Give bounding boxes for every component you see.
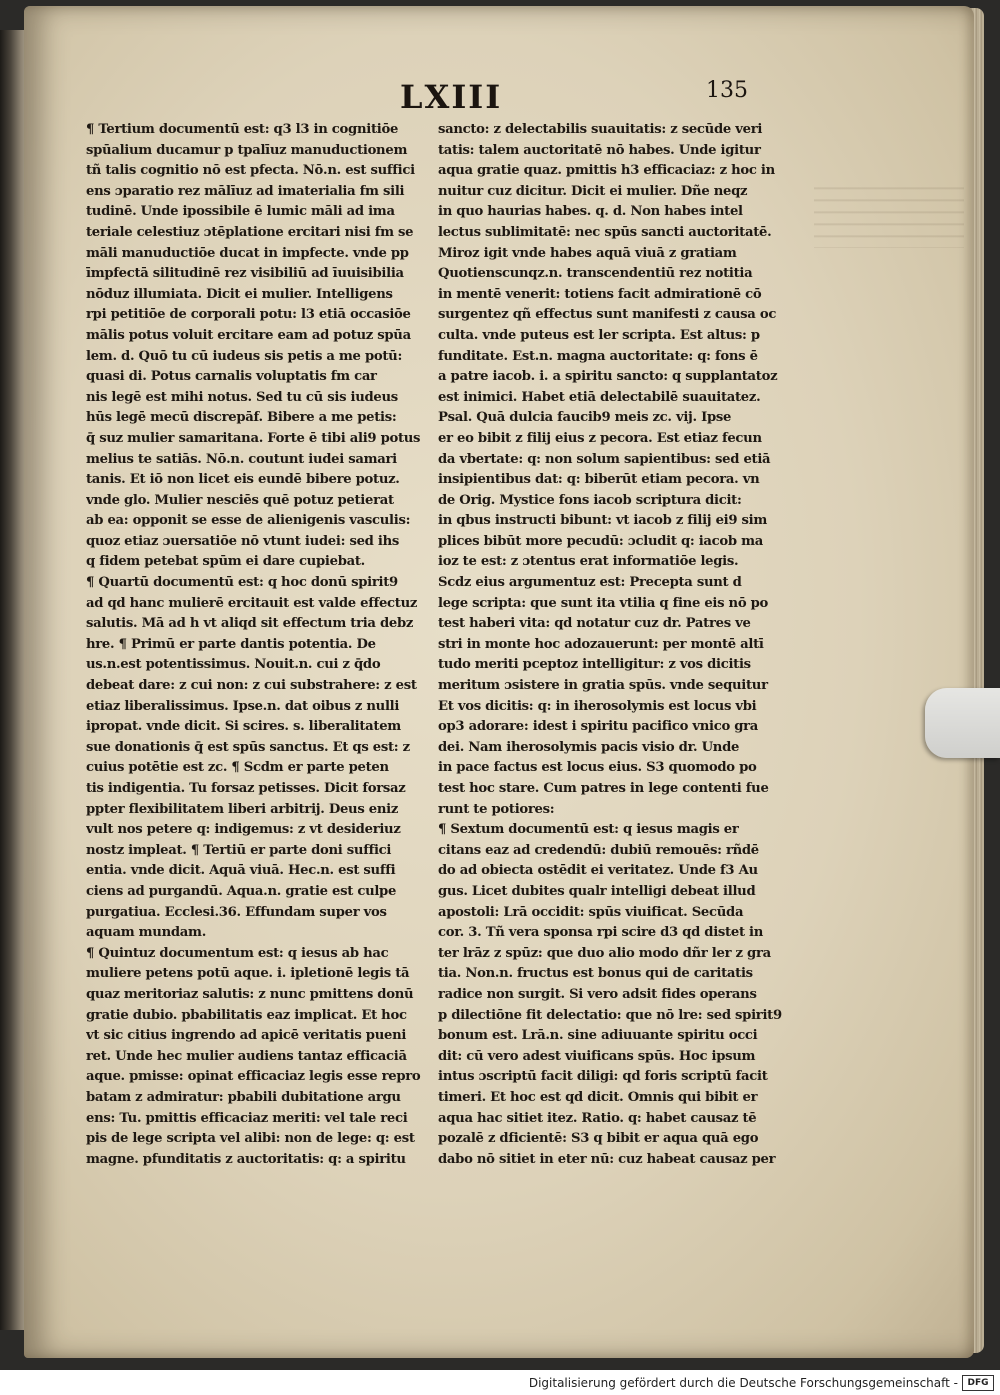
text-line: vult nos petere q: indigemus: z vt desideriuz <box>86 822 401 838</box>
text-line: tudinē. Unde ipossibile ē lumic māli ad ima <box>86 204 395 220</box>
text-line: tatis: talem auctoritatē nō habes. Unde igitur <box>438 142 761 158</box>
page-tab-marker <box>925 688 1000 758</box>
text-line: lectus sublimitatē: nec spūs sancti auctoritatē. <box>438 224 772 240</box>
text-line: radice non surgit. Si vero adsit fides operans <box>438 986 757 1002</box>
text-line: sue donationis q̄ est spūs sanctus. Et qs est: z <box>86 739 410 755</box>
text-line: de Orig. Mystice fons iacob scriptura dicit: <box>438 492 742 508</box>
text-line: lem. d. Quō tu cū iudeus sis petis a me potū: <box>86 348 403 364</box>
left-text-column <box>86 120 458 1170</box>
text-line: insipientibus dat: q: biberūt etiam pecora. vn <box>438 472 760 488</box>
text-line: test haberi vita: qd notatur cuz dr. Patres ve <box>438 616 751 632</box>
text-line: ppter flexibilitatem liberi arbitrij. Deus eniz <box>86 801 399 817</box>
text-line: tis indigentia. Tu forsaz petisses. Dicit forsaz <box>86 781 406 796</box>
text-line: pis de lege scripta vel alibi: non de lege: q: est <box>86 1131 415 1147</box>
text-line: in pace factus est locus eius. S3 quomodo po <box>438 760 757 776</box>
text-line: Et vos dicitis: q: in iherosolymis est locus vbi <box>438 698 757 714</box>
text-line: magne. pfunditatis z auctoritatis: q: a spiritu <box>86 1151 406 1167</box>
text-line: hūs legē mecū discrepāf. Bibere a me petis: <box>86 410 397 426</box>
text-line: in mentē venerit: totiens facit admirationē cō <box>438 286 762 302</box>
text-line: ¶ Tertium documentū est: q3 l3 in cognitiōe <box>86 122 399 137</box>
text-line: vt sic citius ingrendo ad apicē veritatis pueni <box>86 1028 407 1044</box>
text-line: aqua hac sitiet itez. Ratio. q: habet causaz tē <box>438 1110 757 1126</box>
text-line: spūalium ducamur p tpalīuz manuductionem <box>86 142 408 158</box>
text-line: Psal. Quā dulcia faucib9 meis zc. vij. Ipse <box>438 410 732 426</box>
text-line: aquam mundam. <box>86 925 206 941</box>
text-line: culta. vnde puteus est ler scripta. Est altus: p <box>438 327 760 343</box>
text-line: p dilectiōne fit delectatio: que nō lre: sed spirit9 <box>438 1007 782 1023</box>
text-line: quoz etiaz ɔuersatiōe nō vtunt iudei: sed ihs <box>86 533 400 549</box>
text-line: test hoc stare. Cum patres in lege contenti fue <box>438 781 769 796</box>
text-line: tanis. Et iō non licet eis eundē bibere potuz. <box>86 472 400 488</box>
text-line: salutis. Mā ad h vt aliqd sit effectum tria debz <box>86 616 414 632</box>
text-line: citans eaz ad credendū: dubiū remouēs: rñdē <box>438 842 759 858</box>
text-line: ¶ Sextum documentū est: q iesus magis er <box>438 822 739 838</box>
text-line: ad qd hanc mulierē ercitauit est valde effectuz <box>86 595 418 611</box>
text-line: ens ɔparatio rez mālīuz ad imaterialia fm sili <box>86 183 405 199</box>
text-line: tudo meriti pceptoz intelligitur: z vos dicitis <box>438 657 751 673</box>
text-line: tia. Non.n. fructus est bonus qui de caritatis <box>438 966 753 982</box>
text-line: vnde glo. Mulier nesciēs quē potuz petierat <box>86 492 394 508</box>
text-line: lege scripta: que sunt ita vtilia q fine eis nō po <box>438 595 769 611</box>
text-line: dit: cū vero adest viuificans spūs. Hoc ipsum <box>438 1048 756 1064</box>
text-line: dabo nō sitiet in eter nū: cuz habeat causaz per <box>438 1151 776 1167</box>
text-line: quasi di. Potus carnalis voluptatis fm car <box>86 369 377 385</box>
text-line: apostoli: Lrā occidit: spūs viuificat. Secūda <box>438 904 744 920</box>
footer-credit: Digitalisierung gefördert durch die Deutsche Forschungsgemeinschaft - <box>528 1376 958 1390</box>
text-line: nuitur cuz dicitur. Dicit ei mulier. Dñe neqz <box>438 183 748 199</box>
text-line: meritum ɔsistere in gratia spūs. vnde sequitur <box>438 678 768 694</box>
text-line: ioz te est: z ɔtentus erat informatiōe legis. <box>438 554 739 570</box>
text-line: aque. pmisse: opinat efficaciaz legis esse repro <box>86 1069 421 1085</box>
text-line: gus. Licet dubites qualr intelligi debeat illud <box>438 883 756 899</box>
text-line: batam z admiratur: pbabili dubitatione argu <box>86 1089 401 1105</box>
bleed-through-marks <box>814 178 964 248</box>
text-line: funditate. Est.n. magna auctoritate: q: fons ē <box>438 348 758 364</box>
text-line: melius te satiās. Nō.n. coutunt iudei samari <box>86 451 397 467</box>
text-line: runt te potiores: <box>438 801 555 817</box>
text-line: Miroz igit vnde habes aquā viuā z gratiam <box>438 245 737 261</box>
text-line: etiaz liberalissimus. Ipse.n. dat oibus z nulli <box>86 698 400 714</box>
text-line: est inimici. Habet etiā delectabilē suauitatez. <box>438 389 761 405</box>
text-line: ¶ Quartū documentū est: q hoc donū spirit9 <box>86 575 398 591</box>
text-line: surgentez qñ effectus sunt manifesti z causa oc <box>438 307 777 323</box>
text-line: gratie dubio. pbabilitatis eaz implicat. Et hoc <box>86 1007 407 1023</box>
right-text-column <box>438 120 806 1170</box>
text-line: er eo bibit z filij eius z pecora. Est etiaz fecun <box>438 430 762 446</box>
text-line: aqua gratie quaz. pmittis h3 efficaciaz: z hoc in <box>438 163 775 179</box>
text-line: dei. Nam iherosolymis pacis visio dr. Unde <box>438 739 740 755</box>
text-line: a patre iacob. i. a spiritu sancto: q supplantatoz <box>438 369 778 385</box>
text-line: op3 adorare: idest i spiritu pacifico vnico gra <box>438 719 759 735</box>
text-line: mālis potus voluit ercitare eam ad potuz spūa <box>86 327 411 343</box>
text-line: ret. Unde hec mulier audiens tantaz efficaciā <box>86 1048 407 1064</box>
text-line: bonum est. Lrā.n. sine adiuuante spiritu occi <box>438 1028 758 1044</box>
text-line: debeat dare: z cui non: z cui substrahere: z est <box>86 678 417 694</box>
folio-number: LXIII <box>400 78 503 116</box>
text-line: īmpfectā silitudinē rez visibiliū ad īuuisibilia <box>86 266 404 282</box>
dfg-logo: DFG <box>962 1375 994 1391</box>
text-line: ipropat. vnde dicit. Si scires. s. liberalitatem <box>86 719 401 735</box>
text-line: pozalē z dficientē: S3 q bibit er aqua quā ego <box>438 1131 759 1147</box>
text-line: do ad obiecta ostēdit ei veritatez. Unde f3 Au <box>438 863 758 879</box>
text-line: tñ talis cognitio nō est pfecta. Nō.n. est suffici <box>86 163 415 179</box>
text-line: intus ɔscriptū facit diligi: qd foris scriptū facit <box>438 1069 768 1085</box>
text-line: q̄ suz mulier samaritana. Forte ē tibi ali9 potus <box>86 430 421 446</box>
text-line: us.n.est potentissimus. Nouit.n. cui z q̄do <box>86 657 381 673</box>
text-line: quaz meritoriaz salutis: z nunc pmittens donū <box>86 986 414 1002</box>
text-line: Scdz eius argumentuz est: Precepta sunt d <box>438 575 742 591</box>
text-line: ens: Tu. pmittis efficaciaz meriti: vel tale reci <box>86 1110 408 1126</box>
text-line: purgatiua. Ecclesi.36. Effundam super vos <box>86 904 387 920</box>
text-line: cuius potētie est zc. ¶ Scdm er parte peten <box>86 760 389 776</box>
text-line: ab ea: opponit se esse de alienigenis vasculis: <box>86 513 411 529</box>
text-line: hre. ¶ Primū er parte dantis potentia. De <box>86 636 376 652</box>
text-line: ter lrāz z spūz: que duo alio modo dñr ler z gra <box>438 945 771 961</box>
text-line: in qbus instructi bibunt: vt iacob z filij ei9 sim <box>438 513 768 529</box>
text-line: nostz impleat. ¶ Tertiū er parte doni suffici <box>86 842 392 858</box>
text-line: māli manuductiōe ducat in impfecte. vnde pp <box>86 245 409 261</box>
text-line: plices bibūt more pecudū: ɔcludit q: iacob ma <box>438 533 764 549</box>
text-line: cor. 3. Tñ vera sponsa rpi scire d3 qd distet in <box>438 925 764 941</box>
text-line: da vbertate: q: non solum sapientibus: sed etiā <box>438 451 771 467</box>
text-line: muliere petens potū aque. i. ipletionē legis tā <box>86 966 410 982</box>
text-line: Quotienscunqz.n. transcendentiū rez notitia <box>438 266 753 282</box>
text-line: rpi petitiōe de corporali potu: l3 etiā occasiōe <box>86 307 411 323</box>
text-line: nis legē est mihi notus. Sed tu cū sis iudeus <box>86 389 398 405</box>
text-line: stri in monte hoc adozauerunt: per montē altī <box>438 636 764 652</box>
text-line: timeri. Et hoc est qd dicit. Omnis qui bibit er <box>438 1089 758 1105</box>
text-line: entia. vnde dicit. Aquā viuā. Hec.n. est suffi <box>86 863 396 879</box>
text-line: ¶ Quintuz documentum est: q iesus ab hac <box>86 945 389 961</box>
text-line: nōduz illumiata. Dicit ei mulier. Intelligens <box>86 286 393 302</box>
text-line: sancto: z delectabilis suauitatis: z secūde veri <box>438 122 763 137</box>
page-number: 135 <box>706 78 748 103</box>
text-line: ciens ad purgandū. Aqua.n. gratie est culpe <box>86 883 397 899</box>
text-line: teriale celestiuz ɔtēplatione ercitari nisi fm se <box>86 224 414 240</box>
text-line: q fidem petebat spūm ei dare cupiebat. <box>86 554 365 570</box>
text-line: in quo haurias habes. q. d. Non habes intel <box>438 204 743 220</box>
